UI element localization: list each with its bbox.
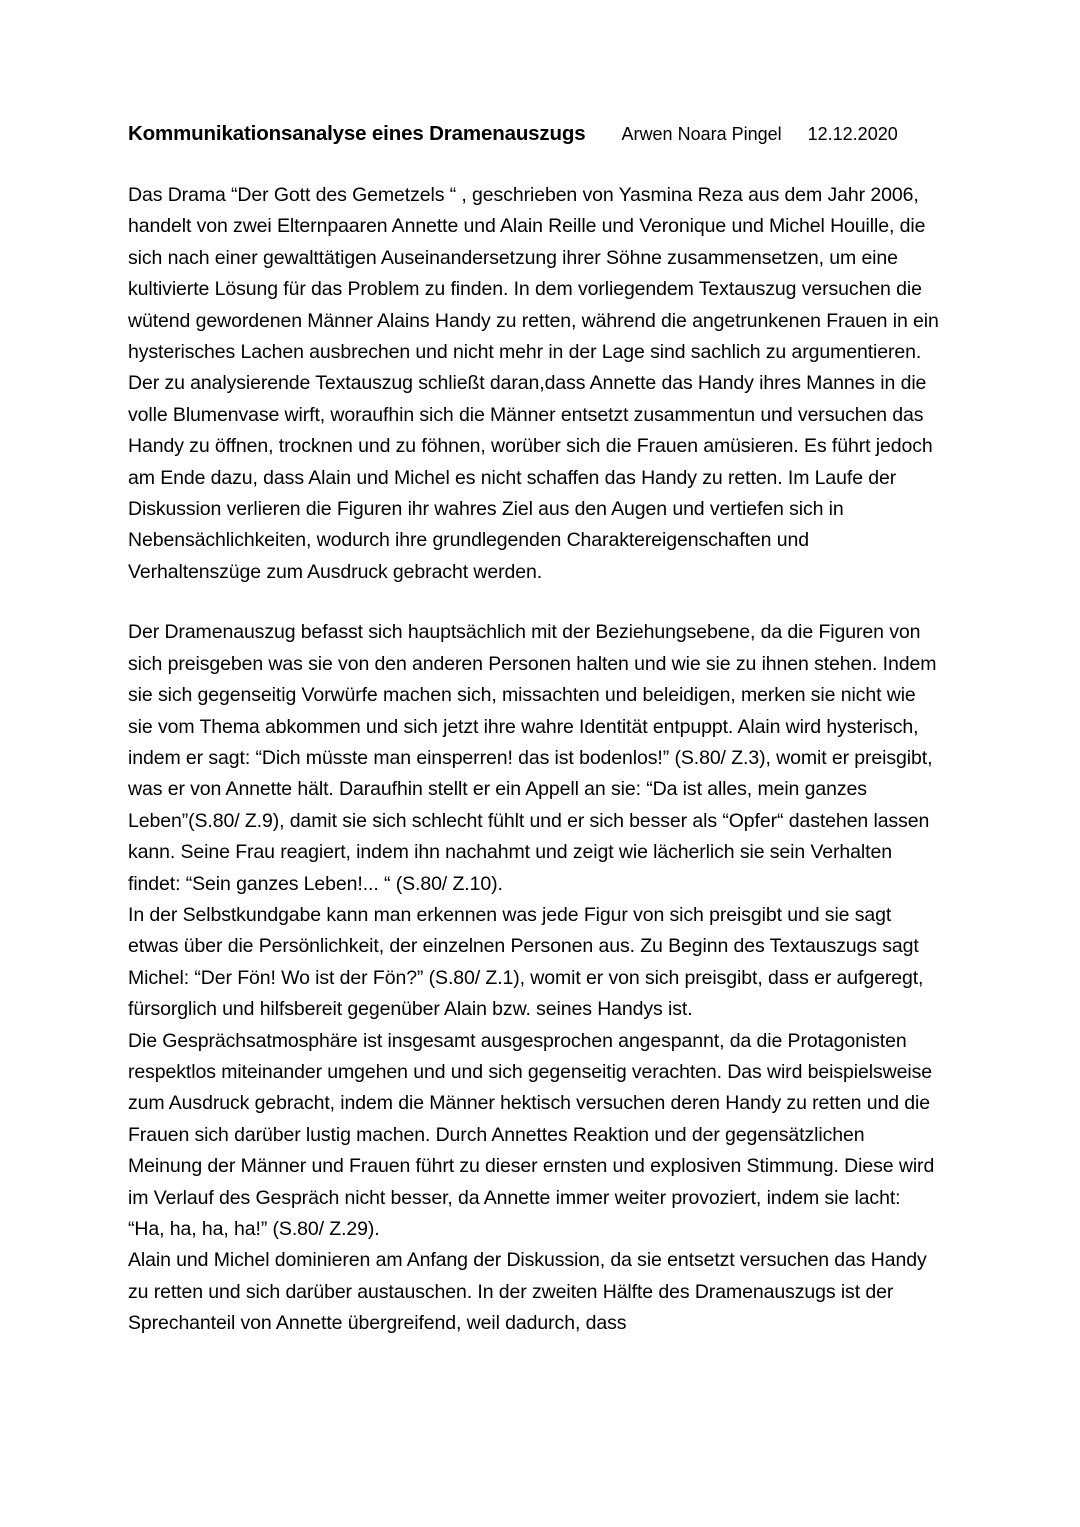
author-name: Arwen Noara Pingel: [621, 124, 782, 144]
paragraph-2: Der Dramenauszug befasst sich hauptsächlich mit der Beziehungsebene, da die Figuren von sich preisgeben was sie von den anderen Personen halten und wie sie zu ihnen stehen. Indem sie sich gegenseitig Vorwürfe machen sich, missachten und beleidigen, merken sie nicht wie sie vom Thema abkommen und sich jetzt ihre wahre Identität entpuppt. Alain wird hysterisch, indem er sagt: “Dich müsste man einsperren! das ist bodenlos!” (S.80/ Z.3), womit er preisgibt, was er von Annette hält. Daraufhin stellt er ein Appell an sie: “Da ist alles, mein ganzes Leben”(S.80/ Z.9), damit sie sich schlecht fühlt und er sich besser als “Opfer“ dastehen lassen kann. Seine Frau reagiert, indem ihn nachahmt und zeigt wie lächerlich sie sein Verhalten findet: “Sein ganzes Leben!... “ (S.80/ Z.10).: [128, 621, 937, 895]
document-content: [128, 122, 940, 1340]
page-title: Kommunikationsanalyse eines Dramenauszugs: [128, 122, 586, 145]
paragraph-1: Das Drama “Der Gott des Gemetzels “ , geschrieben von Yasmina Reza aus dem Jahr 2006, handelt von zwei Elternpaaren Annette und Alain Reille und Veronique und Michel Houille, die sich nach einer gewalttätigen Auseinandersetzung ihrer Söhne zusammensetzen, um eine kultivierte Lösung für das Problem zu finden. In dem vorliegendem Textauszug versuchen die wütend gewordenen Männer Alains Handy zu retten, während die angetrunkenen Frauen in ein hysterisches Lachen ausbrechen und nicht mehr in der Lage sind sachlich zu argumentieren. Der zu analysierende Textauszug schließt daran,dass Annette das Handy ihres Mannes in die volle Blumenvase wirft, woraufhin sich die Männer entsetzt zusammentun und versuchen das Handy zu öffnen, trocknen und zu föhnen, worüber sich die Frauen amüsieren. Es führt jedoch am Ende dazu, dass Alain und Michel es nicht schaffen das Handy zu retten. Im Laufe der Diskussion verlieren die Figuren ihr wahres Ziel aus den Augen und vertiefen sich in Nebensächlichkeiten, wodurch ihre grundlegenden Charaktereigenschaften und Verhaltenszüge zum Ausdruck gebracht werden.: [128, 184, 939, 583]
document-date: 12.12.2020: [807, 124, 898, 144]
paragraph-5: Alain und Michel dominieren am Anfang der Diskussion, da sie entsetzt versuchen das Handy zu retten und sich darüber austauschen. In der zweiten Hälfte des Dramenauszugs ist der Sprechanteil von Annette übergreifend, weil dadurch, dass: [128, 1249, 927, 1335]
document-header: [128, 122, 940, 146]
paragraph-4: Die Gesprächsatmosphäre ist insgesamt ausgesprochen angespannt, da die Protagonisten respektlos miteinander umgehen und und sich gegenseitig verachten. Das wird beispielsweise zum Ausdruck gebracht, indem die Männer hektisch versuchen deren Handy zu retten und die Frauen sich darüber lustig machen. Durch Annettes Reaktion und der gegensätzlichen Meinung der Männer und Frauen führt zu dieser ernsten und explosiven Stimmung. Diese wird im Verlauf des Gespräch nicht besser, da Annette immer weiter provoziert, indem sie lacht: “Ha, ha, ha, ha!” (S.80/ Z.29).: [128, 1029, 935, 1240]
paragraph-3: In der Selbstkundgabe kann man erkennen was jede Figur von sich preisgibt und sie sagt etwas über die Persönlichkeit, der einzelnen Personen aus. Zu Beginn des Textauszugs sagt Michel: “Der Fön! Wo ist der Fön?” (S.80/ Z.1), womit er von sich preisgibt, dass er aufgeregt, fürsorglich und hilfsbereit gegenüber Alain bzw. seines Handys ist.: [128, 903, 924, 1021]
